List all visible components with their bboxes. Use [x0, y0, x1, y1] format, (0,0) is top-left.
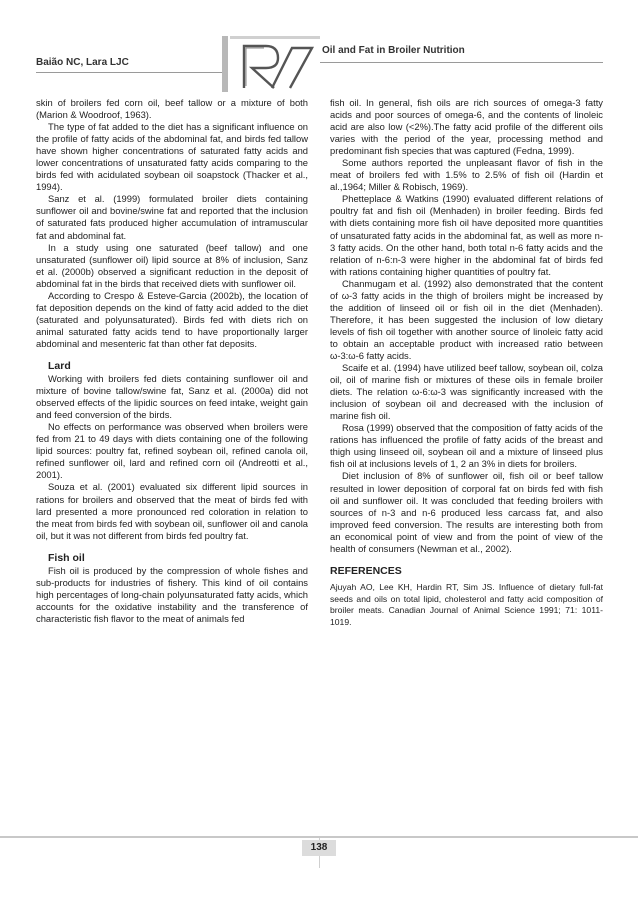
- paragraph: In a study using one saturated (beef tallow) and one unsaturated (sunflower oil) lipid source at 8% of inclusion, Sanz et al. (2000b) observed a significant reduction in the deposit of abdominal fat in the birds that received diets with sunflower oil.: [36, 241, 308, 289]
- right-column: [330, 97, 603, 629]
- page-header: [0, 0, 638, 92]
- reference-item: Ajuyah AO, Lee KH, Hardin RT, Sim JS. Influence of dietary full-fat seeds and oils on total lipid, cholesterol and fatty acid composition of broiler meats. Canadian Journal of Animal Science 1991; 71: 1011-1019.: [330, 581, 603, 628]
- paragraph: Phetteplace & Watkins (1990) evaluated different relations of poultry fat and fish oil (Menhaden) in broiler feeding. Birds fed with diets containing more fish oil have deposited more quantities of unsaturated fatty acids in the abdominal fat, as well as more n-3 fatty acids. On the other hand, both total n-6 fatty acids and the relation of n-6:n-3 were higher in the abdominal fat of birds fed with rations containing higher quantities of poultry fat.: [330, 193, 603, 277]
- running-head-authors: Baião NC, Lara LJC: [36, 57, 129, 68]
- paragraph: Scaife et al. (1994) have utilized beef tallow, soybean oil, colza oil, oil of marine fish or mixtures of these oils in female broiler diets. The relation ω-6:ω-3 was significantly increased with the inclusion of soybean oil and decreased with the inclusion of marine fish oil.: [330, 362, 603, 422]
- page-number: 138: [302, 840, 336, 856]
- paragraph: Some authors reported the unpleasant flavor of fish in the meat of broilers fed with 1.5% to 2.5% of fish oil (Hardin et al.,1964; Miller & Robisch, 1969).: [330, 157, 603, 193]
- header-rule-right: [320, 62, 603, 63]
- paragraph: fish oil. In general, fish oils are rich sources of omega-3 fatty acids and poor sources of omega-6, and the contents of linoleic acid are also low (<2%).The fatty acid profile of the different oils varies with the period of the year, processing method and predominant fish species that was captured (Fedna, 1999).: [330, 97, 603, 157]
- paragraph: Chanmugam et al. (1992) also demonstrated that the content of ω-3 fatty acids in the thigh of broilers might be increased by the addition of linseed oil or fish oil in the diet (Menhaden). Therefore, it has been suggested the inclusion of low dietary levels of fish oil together with another source of linoleic fatty acid to obtain an acceptable product with increased ratio between ω-3:ω-6 fatty acids.: [330, 277, 603, 361]
- paragraph: No effects on performance was observed when broilers were fed from 21 to 49 days with diets containing one of the following lipid sources: poultry fat, refined soybean oil, refined canola oil, refined sunflower oil, lard and refined corn oil (Andreotti et al., 2001).: [36, 421, 308, 481]
- running-head-title: Oil and Fat in Broiler Nutrition: [322, 45, 465, 56]
- references-heading: REFERENCES: [330, 564, 402, 577]
- section-heading-fish-oil: Fish oil: [48, 551, 85, 564]
- paragraph: Diet inclusion of 8% of sunflower oil, fish oil or beef tallow resulted in lower deposition of corporal fat on birds fed with fish oil and sunflower oil. It was concluded that feeding broilers with sources of n-3 and n-6 produced less carcass fat, and also improved feed conversion. The results are interesting both from an economical point of view and from the point of view of the health of consumers (Newman et al., 2002).: [330, 470, 603, 554]
- paragraph: Souza et al. (2001) evaluated six different lipid sources in rations for broilers and observed that the meat of birds fed with lard presented a more pronounced red coloration in relation to the meat from birds fed with soybean oil, sunflower oil and canola oil, but it was not different from birds fed poultry fat.: [36, 481, 308, 541]
- paragraph: Rosa (1999) observed that the composition of fatty acids of the rations has influenced the profile of fatty acids of the breast and thigh using linseed oil, soybean oil and a mixture of linseed plus fish oil at inclusions levels of 1, 2 an 3% in diets for broilers.: [330, 422, 603, 470]
- paragraph: Fish oil is produced by the compression of whole fishes and sub-products for industries of fishery. This kind of oil contains high percentages of long-chain polyunsaturated fatty acids, which accounts for the oxidative instability and the transference of characteristic fish flavor to the meat of animals fed: [36, 564, 308, 624]
- paragraph: The type of fat added to the diet has a significant influence on the profile of fatty acids of the abdominal fat, and birds fed tallow have shown higher concentrations of saturated fatty acids and lower concentrations of unsaturated fatty acids comparing to the birds fed with acidulated soybean oil soapstock (Thacker et al., 1994).: [36, 121, 308, 193]
- paragraph: Working with broilers fed diets containing sunflower oil and mixture of bovine tallow/swine fat, Sanz et al. (2000a) did not observed effects of the lipidic sources on feed intake, weight gain and feed conversion of the birds.: [36, 373, 308, 421]
- paragraph: skin of broilers fed corn oil, beef tallow or a mixture of both (Marion & Woodroof, 1963).: [36, 97, 308, 121]
- paragraph: According to Crespo & Esteve-Garcia (2002b), the location of fat deposition depends on the kind of fatty acid added to the diet (saturated and polyunsaturated). Birds fed with diets rich on animal saturated fatty acids tend to have proportionally larger abdominal and mesenteric fat than other fat deposits.: [36, 289, 308, 349]
- left-column: [36, 97, 308, 625]
- paragraph: Sanz et al. (1999) formulated broiler diets containing sunflower oil and bovine/swine fat and reported that the inclusion of saturated fats produced higher accumulation of intramuscular fat and abdominal fat.: [36, 193, 308, 241]
- journal-logo-icon: [222, 36, 320, 92]
- header-rule-left: [36, 72, 222, 73]
- section-heading-lard: Lard: [48, 359, 71, 372]
